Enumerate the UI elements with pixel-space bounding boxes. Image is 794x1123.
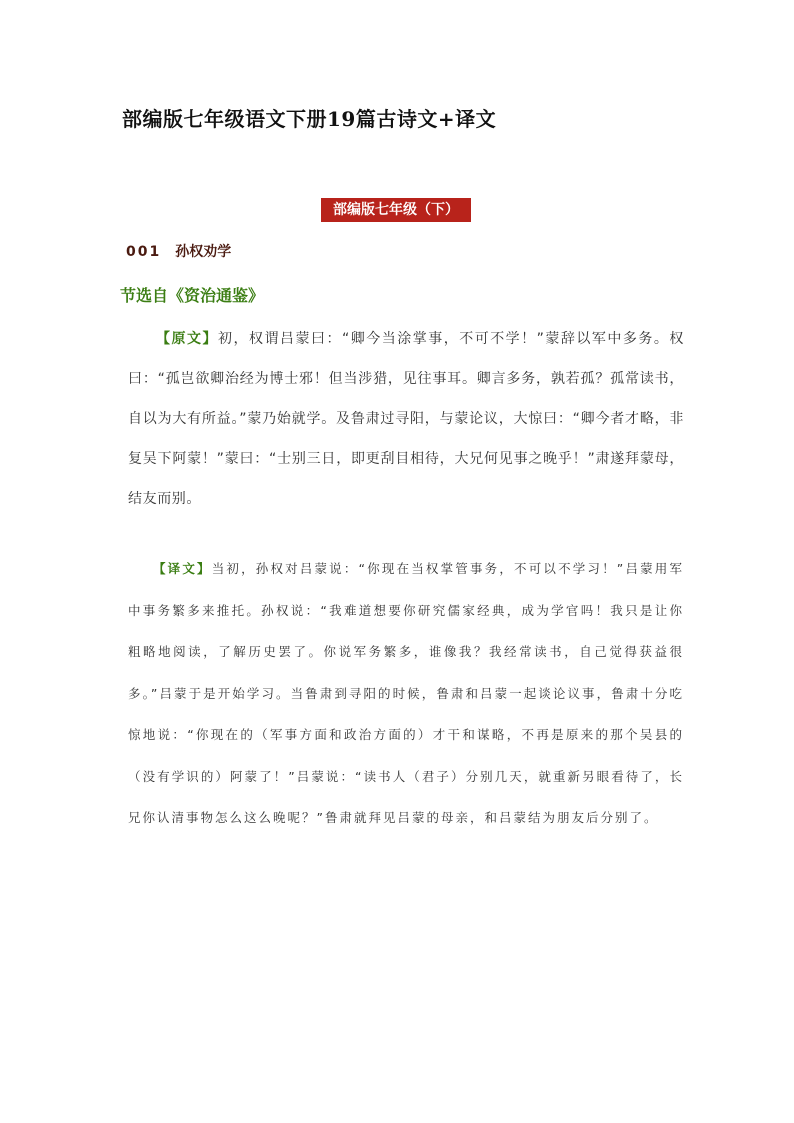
- translation-text: 当初，孙权对吕蒙说：“你现在当权掌管事务，不可以不学习！”吕蒙用军中事务繁多来推托。孙权说：“我难道想要你研究儒家经典，成为学官吗！我只是让你粗略地阅读，了解历史罢了。你说军务繁多，谁像我？我经常读书，自己觉得获益很多。”吕蒙于是开始学习。当鲁肃到寻阳的时候，鲁肃和吕蒙一起谈论议事，鲁肃十分吃惊地说：“你现在的（军事方面和政治方面的）才干和谋略，不再是原来的那个吴县的（没有学识的）阿蒙了！”吕蒙说：“读书人（君子）分别几天，就重新另眼看待了，长兄你认清事物怎么这么晚呢？”鲁肃就拜见吕蒙的母亲，和吕蒙结为朋友后分别了。: [128, 561, 684, 825]
- grade-banner: 部编版七年级（下）: [321, 198, 471, 222]
- original-text-paragraph: [128, 319, 684, 519]
- lesson-number: 001: [126, 244, 162, 260]
- document-title: 部编版七年级语文下册19篇古诗文+译文: [122, 107, 497, 131]
- original-tag: 【原文】: [156, 331, 218, 347]
- translation-paragraph: [128, 548, 684, 839]
- lesson-heading: [126, 241, 231, 261]
- lesson-name: 孙权劝学: [175, 244, 232, 260]
- translation-tag: 【译文】: [153, 561, 212, 576]
- original-text: 初，权谓吕蒙曰：“卿今当涂掌事，不可不学！”蒙辞以军中多务。权曰：“孤岂欲卿治经为博士邪！但当涉猎，见往事耳。卿言多务，孰若孤？孤常读书，自以为大有所益。”蒙乃始就学。及鲁肃过寻阳，与蒙论议，大惊曰：“卿今者才略，非复吴下阿蒙！”蒙曰：“士别三日，即更刮目相待，大兄何见事之晚乎！”肃遂拜蒙母，结友而别。: [128, 331, 685, 507]
- source-heading: 节选自《资治通鉴》: [120, 286, 265, 305]
